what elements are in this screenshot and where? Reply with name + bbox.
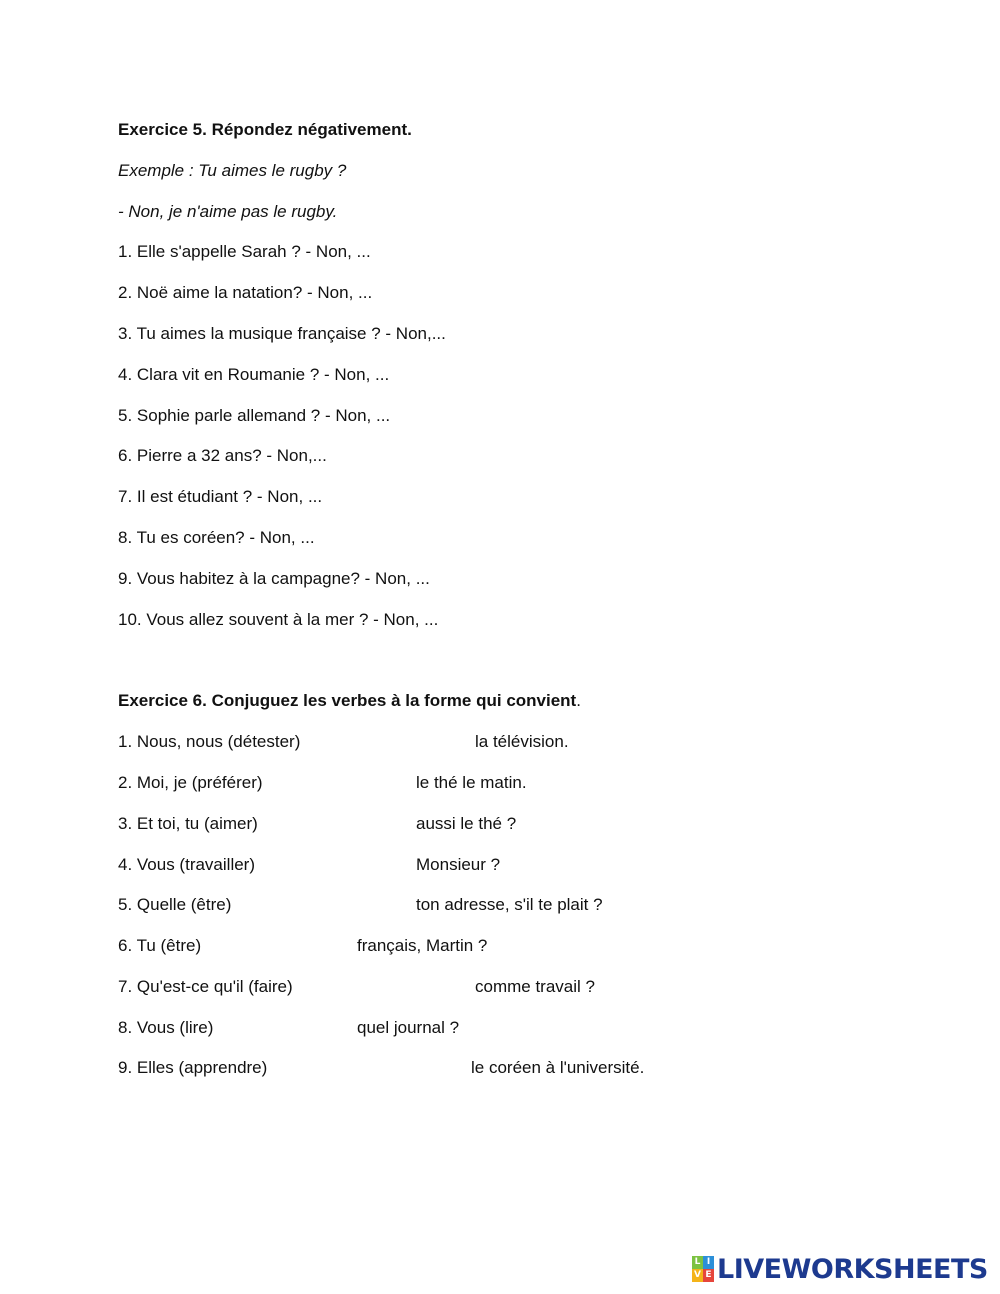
exercise-6-prompt: 1. Nous, nous (détester) [118,732,301,751]
exercise-6-prompt: 3. Et toi, tu (aimer) [118,814,258,833]
exercise-6-continuation: le coréen à l'université. [471,1058,645,1077]
exercise-5-item: 5. Sophie parle allemand ? - Non, ... [118,406,391,425]
exercise-5-item: 7. Il est étudiant ? - Non, ... [118,487,323,506]
exercise-5-item: 8. Tu es coréen? - Non, ... [118,528,315,547]
exercise-5-title: Exercice 5. Répondez négativement. [118,120,412,139]
exercise-5-item: 4. Clara vit en Roumanie ? - Non, ... [118,365,390,384]
exercise-6-continuation: français, Martin ? [357,936,488,955]
exercise-6-prompt: 9. Elles (apprendre) [118,1058,268,1077]
exercise-5-item: 9. Vous habitez à la campagne? - Non, ... [118,569,430,588]
logo-mark-letter: V [692,1269,703,1282]
exercise-5-item: 3. Tu aimes la musique française ? - Non,... [118,324,446,343]
exercise-6-continuation: le thé le matin. [416,773,527,792]
exercise-6-continuation: quel journal ? [357,1018,460,1037]
exercise-5-item: 6. Pierre a 32 ans? - Non,... [118,446,327,465]
exercise-6-continuation: ton adresse, s'il te plait ? [416,895,603,914]
exercise-5-example-answer: - Non, je n'aime pas le rugby. [118,202,338,221]
exercise-6-title-text: Exercice 6. Conjuguez les verbes à la forme qui convient [118,691,577,710]
exercise-6-prompt: 2. Moi, je (préférer) [118,773,263,792]
exercise-6-prompt: 5. Quelle (être) [118,895,232,914]
exercise-6-continuation: Monsieur ? [416,855,501,874]
exercise-6-continuation: la télévision. [475,732,569,751]
exercise-6-prompt: 4. Vous (travailler) [118,855,255,874]
logo-wordmark: LIVEWORKSHEETS [717,1253,988,1285]
exercise-5-item: 1. Elle s'appelle Sarah ? - Non, ... [118,242,371,261]
exercise-5-item: 2. Noë aime la natation? - Non, ... [118,283,373,302]
exercise-6-prompt: 8. Vous (lire) [118,1018,214,1037]
liveworksheets-logo [692,1252,988,1286]
exercise-6-title-period: . [576,691,581,710]
exercise-5-item: 10. Vous allez souvent à la mer ? - Non, ... [118,610,439,629]
logo-mark-letter: I [703,1256,714,1269]
exercise-6-title [118,690,581,712]
exercise-6-continuation: comme travail ? [475,977,595,996]
exercise-6-prompt: 7. Qu'est-ce qu'il (faire) [118,977,293,996]
logo-mark-letter: L [692,1256,703,1269]
exercise-5-example-question: Exemple : Tu aimes le rugby ? [118,161,347,180]
exercise-6-prompt: 6. Tu (être) [118,936,202,955]
exercise-6-continuation: aussi le thé ? [416,814,517,833]
liveworksheets-logo-icon [692,1256,714,1282]
logo-mark-letter: E [703,1269,714,1282]
